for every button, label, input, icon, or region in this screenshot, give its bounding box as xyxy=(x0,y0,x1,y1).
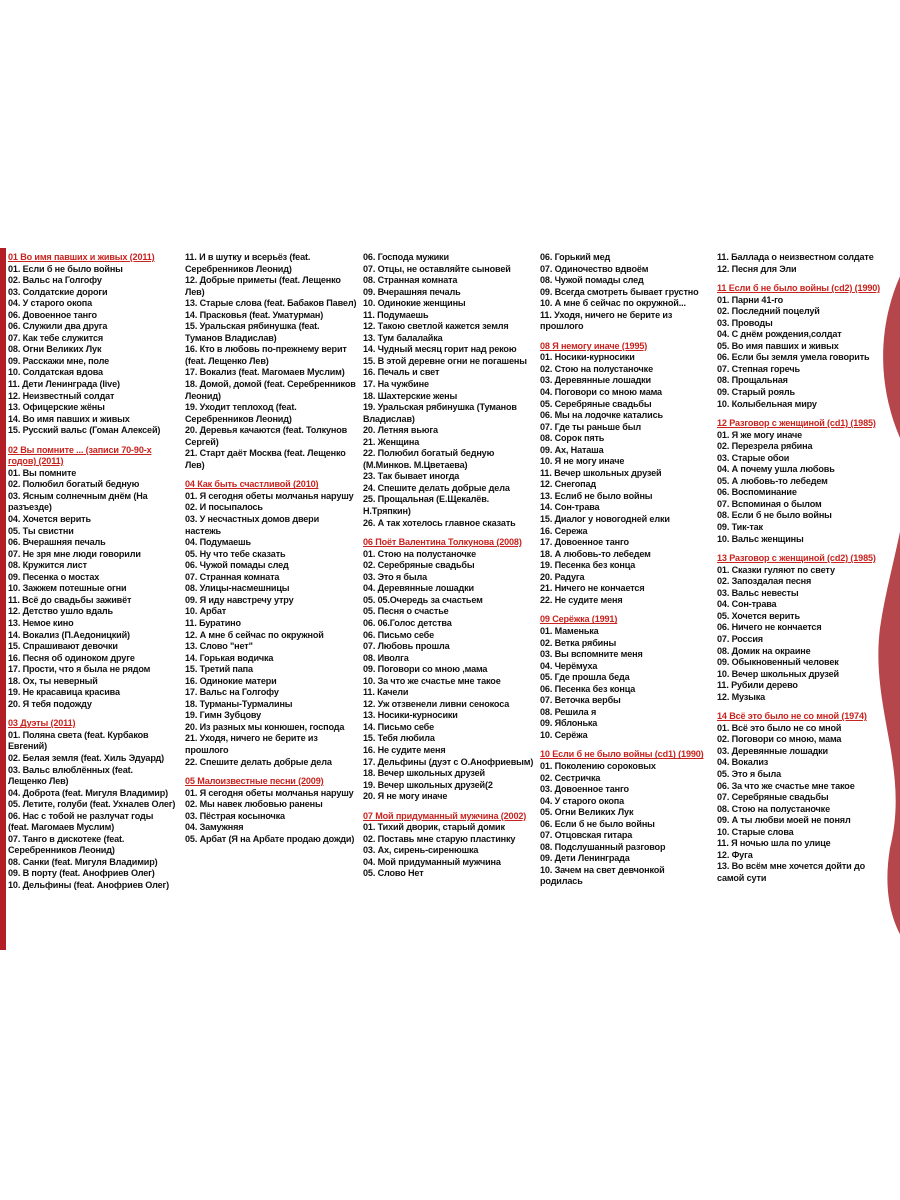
track-item: 11. Рубили дерево xyxy=(717,680,798,691)
track-item: 05. 05.Очередь за счастьем xyxy=(363,594,483,605)
track-item: 10. Арбат xyxy=(185,606,227,617)
track-item: 02. Вальс на Голгофу xyxy=(8,275,102,286)
track-item: 03. У несчастных домов двери настежь xyxy=(185,514,320,536)
track-item: 22. Не судите меня xyxy=(540,594,623,605)
track-item: 12. Детство ушло вдаль xyxy=(8,606,113,617)
track-item: 10. Вечер школьных друзей xyxy=(717,668,839,679)
track-item: 03. Пёстрая косыночка xyxy=(185,810,285,821)
track-item: 01. Я сегодня обеты молчанья нарушу xyxy=(185,787,354,798)
track-item: 08. Улицы-насмешницы xyxy=(185,583,290,594)
track-item: 16. Кто в любовь по-прежнему верит (feat. Лещенко Лев) xyxy=(185,344,347,366)
album-header: 11 Если б не было войны (cd2) (1990) xyxy=(717,283,881,294)
track-item: 12. Уж отзвенели ливни сенокоса xyxy=(363,698,510,709)
track-item: 17. Довоенное танго xyxy=(540,537,629,548)
track-item: 09. А ты любви моей не понял xyxy=(717,815,851,826)
track-item: 02. Белая земля (feat. Хиль Эдуард) xyxy=(8,752,165,763)
track-item: 10. Зажжем потешные огни xyxy=(8,583,127,594)
track-item: 14. Прасковья (feat. Уматурман) xyxy=(185,309,324,320)
track-item: 05. Песня о счастье xyxy=(363,606,449,617)
track-item: 16. Песня об одиноком друге xyxy=(8,652,135,663)
track-item: 11. Дети Ленинграда (live) xyxy=(8,379,120,390)
track-item: 11. Баллада о неизвестном солдате xyxy=(717,252,874,262)
track-item: 03. Это я была xyxy=(363,571,428,582)
track-item: 21. Уходя, ничего не берите из прошлого xyxy=(185,733,318,755)
track-item: 08. Подслушанный разговор xyxy=(540,841,666,852)
left-edge-stripe xyxy=(0,248,6,950)
track-item: 04. Хочется верить xyxy=(8,514,91,525)
track-item: 15. Русский вальс (Гоман Алексей) xyxy=(8,425,161,436)
track-item: 20. Радуга xyxy=(540,571,585,582)
track-item: 12. Музыка xyxy=(717,691,766,702)
track-item: 12. Такою светлой кажется земля xyxy=(363,321,509,332)
album-header: 06 Поёт Валентина Толкунова (2008) xyxy=(363,537,522,548)
track-item: 11. Качели xyxy=(363,687,409,698)
track-item: 18. Домой, домой (feat. Серебренников Леонид) xyxy=(185,379,356,401)
track-item: 01. Парни 41-го xyxy=(717,294,784,305)
column-2 xyxy=(185,252,357,845)
track-item: 04. Черёмуха xyxy=(540,660,598,671)
track-item: 14. Во имя павших и живых xyxy=(8,413,130,424)
track-item: 04. А почему ушла любовь xyxy=(717,464,835,475)
track-item: 21. Ничего не кончается xyxy=(540,583,645,594)
track-item: 03. Деревянные лошадки xyxy=(540,375,652,386)
track-item: 13. Слово "нет" xyxy=(185,641,253,652)
track-item: 13. Старые слова (feat. Бабаков Павел) xyxy=(185,298,357,309)
track-item: 06. Горький мед xyxy=(540,252,611,262)
track-item: 19. Гимн Зубцову xyxy=(185,710,261,721)
track-item: 17. Вокализ (feat. Магомаев Муслим) xyxy=(185,367,345,378)
track-item: 07. Серебряные свадьбы xyxy=(717,792,829,803)
track-item: 01. Всё это было не со мной xyxy=(717,722,842,733)
track-item: 01. Носики-курносики xyxy=(540,352,635,363)
track-item: 18. Вечер школьных друзей xyxy=(363,768,485,779)
track-item: 09. Я иду навстречу утру xyxy=(185,594,294,605)
album-header: 01 Во имя павших и живых (2011) xyxy=(8,252,155,262)
track-item: 10. Одинокие женщины xyxy=(363,298,466,309)
track-item: 15. Третий папа xyxy=(185,664,253,675)
track-item: 25. Прощальная (Е.Щекалёв. Н.Тряпкин) xyxy=(363,494,490,517)
track-item: 18. Турманы-Турмалины xyxy=(185,698,293,709)
track-item: 03. Вальс влюблённых (feat. Лещенко Лев) xyxy=(8,764,133,787)
track-item: 13. Тум балалайка xyxy=(363,332,443,343)
track-item: 04. Вокализ xyxy=(717,757,769,768)
track-item: 06. Господа мужики xyxy=(363,252,449,262)
track-item: 18. Шахтерские жены xyxy=(363,390,458,401)
track-item: 02. Мы навек любовью ранены xyxy=(185,799,323,810)
track-item: 08. Домик на окраине xyxy=(717,645,811,656)
track-item: 20. Я не могу иначе xyxy=(363,791,448,802)
track-item: 08. Странная комната xyxy=(363,275,458,286)
track-item: 04. Доброта (feat. Мигуля Владимир) xyxy=(8,787,169,798)
track-item: 06. Чужой помады след xyxy=(185,560,289,571)
track-item: 06. Если б не было войны xyxy=(540,818,655,829)
track-item: 01. Поколению сороковых xyxy=(540,760,656,771)
track-item: 07. Степная горечь xyxy=(717,363,800,374)
track-item: 11. Всё до свадьбы заживёт xyxy=(8,594,132,605)
track-item: 05. Ты свистни xyxy=(8,525,74,536)
track-item: 16. Печаль и свет xyxy=(363,367,440,378)
track-item: 06. Служили два друга xyxy=(8,321,108,332)
column-5 xyxy=(717,252,881,884)
track-item: 07. Отцы, не оставляйте сыновей xyxy=(363,263,511,274)
track-item: 05. Серебряные свадьбы xyxy=(540,398,652,409)
track-item: 04. Подумаешь xyxy=(185,537,251,548)
track-item: 02. Ветка рябины xyxy=(540,637,617,648)
track-item: 02. Полюбил богатый бедную xyxy=(8,479,140,490)
track-item: 21. Женщина xyxy=(363,436,420,447)
track-item: 03. Солдатские дороги xyxy=(8,286,108,297)
track-item: 01. Я же могу иначе xyxy=(717,429,803,440)
track-item: 15. Тебя любила xyxy=(363,733,435,744)
track-item: 05. Летите, голуби (feat. Ухналев Олег) xyxy=(8,799,176,810)
track-item: 08. Чужой помады след xyxy=(540,275,644,286)
track-item: 04. Деревянные лошадки xyxy=(363,583,475,594)
track-item: 09. Песенка о мостах xyxy=(8,571,100,582)
track-item: 20. Из разных мы конюшен, господа xyxy=(185,721,345,732)
track-item: 11. Я ночью шла по улице xyxy=(717,838,831,849)
track-item: 09. Поговори со мною ,мама xyxy=(363,664,488,675)
track-item: 17. На чужбине xyxy=(363,379,429,390)
track-item: 09. Вчерашняя печаль xyxy=(363,286,461,297)
track-item: 03. Деревянные лошадки xyxy=(717,745,829,756)
album-header: 09 Серёжка (1991) xyxy=(540,614,618,625)
track-item: 13. Немое кино xyxy=(8,617,74,628)
track-item: 19. Вечер школьных друзей(2 xyxy=(363,779,493,790)
column-1 xyxy=(8,252,176,892)
track-item: 07. Веточка вербы xyxy=(540,695,621,706)
track-item: 03. Старые обои xyxy=(717,452,790,463)
track-item: 05. Это я была xyxy=(717,768,782,779)
track-item: 11. И в шутку и всерьёз (feat. Серебренников Леонид) xyxy=(185,252,311,274)
track-item: 02. Запоздалая песня xyxy=(717,576,812,587)
track-item: 10. Солдатская вдова xyxy=(8,367,103,378)
track-item: 06. Ничего не кончается xyxy=(717,622,822,633)
track-item: 12. Добрые приметы (feat. Лещенко Лев) xyxy=(185,275,341,297)
track-item: 01. Если б не было войны xyxy=(8,263,123,274)
track-item: 15. Диалог у новогодней елки xyxy=(540,514,670,525)
album-header: 05 Малоизвестные песни (2009) xyxy=(185,776,324,787)
track-item: 04. У старого окопа xyxy=(8,298,93,309)
track-item: 20. Я тебя подожду xyxy=(8,698,92,709)
track-item: 15. В этой деревне огни не погашены xyxy=(363,355,527,366)
track-item: 03. Проводы xyxy=(717,317,773,328)
track-item: 10. Серёжа xyxy=(540,729,588,740)
column-3 xyxy=(363,252,534,880)
track-item: 09. Тик-так xyxy=(717,522,763,533)
track-item: 02. Поговори со мною, мама xyxy=(717,734,842,745)
track-item: 09. Ах, Наташа xyxy=(540,444,604,455)
track-item: 20. Летняя вьюга xyxy=(363,425,438,436)
track-item: 26. А так хотелось главное сказать xyxy=(363,517,516,528)
album-header: 13 Разговор с женщиной (cd2) (1985) xyxy=(717,553,876,564)
track-item: 11. Вечер школьных друзей xyxy=(540,467,662,478)
track-item: 23. Так бывает иногда xyxy=(363,471,460,482)
track-item: 05. Слово Нет xyxy=(363,868,424,879)
track-item: 11. Подумаешь xyxy=(363,309,429,320)
track-item: 06. Нас с тобой не разлучат годы (feat. Магомаев Муслим) xyxy=(8,810,154,833)
track-item: 10. Старые слова xyxy=(717,826,794,837)
track-item: 03. Ах, сирень-сиренюшка xyxy=(363,845,479,856)
track-item: 07. Танго в дискотеке (feat. Серебренников Леонид) xyxy=(8,833,125,856)
track-item: 09. Всегда смотреть бывает грустно xyxy=(540,286,699,297)
track-item: 02. Серебряные свадьбы xyxy=(363,560,475,571)
track-item: 14. Письмо себе xyxy=(363,721,435,732)
track-item: 07. Странная комната xyxy=(185,571,280,582)
track-item: 14. Сон-трава xyxy=(540,502,600,513)
track-item: 08. Решила я xyxy=(540,706,597,717)
track-item: 01. Тихий дворик, старый домик xyxy=(363,822,505,833)
track-item: 08. Прощальная xyxy=(717,375,788,386)
track-item: 10. Вальс женщины xyxy=(717,533,804,544)
track-item: 09. Яблонька xyxy=(540,718,598,729)
track-item: 08. Иволга xyxy=(363,652,409,663)
track-item: 08. Кружится лист xyxy=(8,560,87,571)
album-header: 02 Вы помните ... (записи 70-90-х годов) (2011) xyxy=(8,444,152,467)
track-item: 14. Вокализ (П.Аедоницкий) xyxy=(8,629,130,640)
track-item: 07. Любовь прошла xyxy=(363,641,450,652)
track-item: 19. Песенка без конца xyxy=(540,560,636,571)
track-item: 04. Замужняя xyxy=(185,822,244,833)
track-item: 03. Ясным солнечным днём (На разъезде) xyxy=(8,490,148,513)
track-item: 22. Полюбил богатый бедную (М.Минков. М.Цветаева) xyxy=(363,448,495,470)
track-item: 06. Воспоминание xyxy=(717,487,797,498)
track-item: 03. Довоенное танго xyxy=(540,784,629,795)
track-item: 13. Носики-курносики xyxy=(363,710,458,721)
track-item: 01. Сказки гуляют по свету xyxy=(717,564,835,575)
track-item: 05. Арбат (Я на Арбате продаю дожди) xyxy=(185,833,355,844)
track-item: 10. Зачем на свет девчонкой родилась xyxy=(540,864,665,887)
track-item: 04. С днём рождения,солдат xyxy=(717,329,842,340)
track-item: 12. Неизвестный солдат xyxy=(8,390,115,401)
track-item: 10. За что же счастье мне такое xyxy=(363,675,501,686)
track-item: 06. Мы на лодочке катались xyxy=(540,410,663,421)
track-item: 01. Поляна света (feat. Курбаков Евгений) xyxy=(8,729,149,752)
track-item: 06. Песенка без конца xyxy=(540,683,636,694)
track-item: 04. Мой придуманный мужчина xyxy=(363,856,501,867)
track-item: 14. Чудный месяц горит над рекою xyxy=(363,344,517,355)
track-item: 05. А любовь-то лебедем xyxy=(717,475,828,486)
track-item: 05. Где прошла беда xyxy=(540,672,630,683)
track-item: 04. У старого окопа xyxy=(540,795,625,806)
track-item: 02. Перезрела рябина xyxy=(717,441,813,452)
track-item: 22. Спешите делать добрые дела xyxy=(185,756,332,767)
track-item: 09. В порту (feat. Анофриев Олег) xyxy=(8,868,155,879)
track-item: 09. Старый рояль xyxy=(717,387,795,398)
track-item: 03. Вы вспомните меня xyxy=(540,649,643,660)
track-item: 05. Ну что тебе сказать xyxy=(185,548,286,559)
track-item: 21. Старт даёт Москва (feat. Лещенко Лев) xyxy=(185,448,346,470)
track-item: 18. А любовь-то лебедем xyxy=(540,548,651,559)
track-item: 02. Последний поцелуй xyxy=(717,306,820,317)
track-item: 02. Стою на полустаночке xyxy=(540,363,653,374)
tracklist-card xyxy=(0,248,900,950)
track-item: 12. Песня для Эли xyxy=(717,263,797,274)
track-item: 12. А мне б сейчас по окружной xyxy=(185,629,324,640)
track-item: 05. Во имя павших и живых xyxy=(717,340,839,351)
track-item: 13. Офицерские жёны xyxy=(8,402,105,413)
track-item: 04. Сон-трава xyxy=(717,599,777,610)
album-header: 03 Дуэты (2011) xyxy=(8,718,76,729)
track-item: 10. Колыбельная миру xyxy=(717,398,817,409)
track-item: 10. А мне б сейчас по окружной... xyxy=(540,298,686,309)
track-item: 10. Дельфины (feat. Анофриев Олег) xyxy=(8,879,170,890)
track-item: 24. Спешите делать добрые дела xyxy=(363,482,510,493)
album-header: 07 Мой придуманный мужчина (2002) xyxy=(363,810,527,821)
track-item: 07. Отцовская гитара xyxy=(540,830,633,841)
track-item: 04. Поговори со мною мама xyxy=(540,387,662,398)
track-item: 16. Сережа xyxy=(540,525,588,536)
track-item: 17. Прости, что я была не рядом xyxy=(8,664,151,675)
track-item: 15. Спрашивают девочки xyxy=(8,641,118,652)
track-item: 01. Вы помните xyxy=(8,467,77,478)
track-item: 12. Снегопад xyxy=(540,479,597,490)
track-item: 06. Вчерашняя печаль xyxy=(8,537,106,548)
track-item: 09. Расскажи мне, поле xyxy=(8,355,110,366)
track-item: 07. Не зря мне люди говорили xyxy=(8,548,141,559)
track-item: 07. Россия xyxy=(717,633,763,644)
track-item: 06. Письмо себе xyxy=(363,629,435,640)
album-header: 04 Как быть счастливой (2010) xyxy=(185,479,319,490)
track-item: 01. Я сегодня обеты молчанья нарушу xyxy=(185,490,354,501)
track-item: 08. Если б не было войны xyxy=(717,510,832,521)
track-item: 06. За что же счастье мне такое xyxy=(717,780,855,791)
track-item: 15. Уральская рябинушка (feat. Туманов Владислав) xyxy=(185,321,320,343)
track-item: 05. Хочется верить xyxy=(717,610,800,621)
track-item: 03. Вальс невесты xyxy=(717,587,799,598)
track-item: 06. 06.Голос детства xyxy=(363,617,452,628)
album-header: 12 Разговор с женщиной (cd1) (1985) xyxy=(717,418,876,429)
track-item: 18. Ох, ты неверный xyxy=(8,675,98,686)
track-item: 06. Если бы земля умела говорить xyxy=(717,352,870,363)
track-item: 07. Где ты раньше был xyxy=(540,421,641,432)
track-item: 02. Поставь мне старую пластинку xyxy=(363,833,516,844)
track-item: 13. Еслиб не было войны xyxy=(540,490,653,501)
track-item: 16. Не судите меня xyxy=(363,744,446,755)
track-item: 08. Огни Великих Лук xyxy=(8,344,102,355)
track-item: 13. Во всём мне хочется дойти до самой сути xyxy=(717,861,865,883)
track-item: 02. Сестричка xyxy=(540,772,601,783)
track-item: 19. Не красавица красива xyxy=(8,687,120,698)
track-item: 10. Я не могу иначе xyxy=(540,456,625,467)
track-item: 08. Сорок пять xyxy=(540,433,605,444)
track-item: 07. Одиночество вдвоём xyxy=(540,263,649,274)
track-item: 05. Огни Великих Лук xyxy=(540,807,634,818)
track-item: 20. Деревья качаются (feat. Толкунов Сергей) xyxy=(185,425,348,447)
album-header: 14 Всё это было не со мной (1974) xyxy=(717,711,867,722)
album-header: 10 Если б не было войны (cd1) (1990) xyxy=(540,749,704,760)
column-4 xyxy=(540,252,708,888)
track-item: 09. Дети Ленинграда xyxy=(540,853,630,864)
track-item: 01. Стою на полустаночке xyxy=(363,548,476,559)
album-header: 08 Я немогу иначе (1995) xyxy=(540,340,648,351)
track-item: 19. Уходит теплоход (feat. Серебренников Леонид) xyxy=(185,402,297,424)
track-item: 16. Одинокие матери xyxy=(185,675,277,686)
track-item: 12. Фуга xyxy=(717,849,753,860)
track-item: 06. Довоенное танго xyxy=(8,309,97,320)
track-item: 08. Санки (feat. Мигуля Владимир) xyxy=(8,856,158,867)
track-item: 07. Вспоминая о былом xyxy=(717,498,822,509)
track-item: 17. Дельфины (дуэт с О.Анофриевым) xyxy=(363,756,534,767)
track-item: 17. Вальс на Голгофу xyxy=(185,687,279,698)
track-item: 19. Уральская рябинушка (Туманов Владислав) xyxy=(363,402,517,424)
track-item: 08. Стою на полустаночке xyxy=(717,803,830,814)
track-item: 09. Обыкновенный человек xyxy=(717,657,839,668)
track-item: 01. Маменька xyxy=(540,625,599,636)
track-item: 14. Горькая водичка xyxy=(185,652,274,663)
track-item: 11. Буратино xyxy=(185,617,241,628)
track-item: 11. Уходя, ничего не берите из прошлого xyxy=(540,309,673,332)
track-item: 02. И посыпалось xyxy=(185,502,263,513)
track-item: 07. Как тебе служится xyxy=(8,332,104,343)
